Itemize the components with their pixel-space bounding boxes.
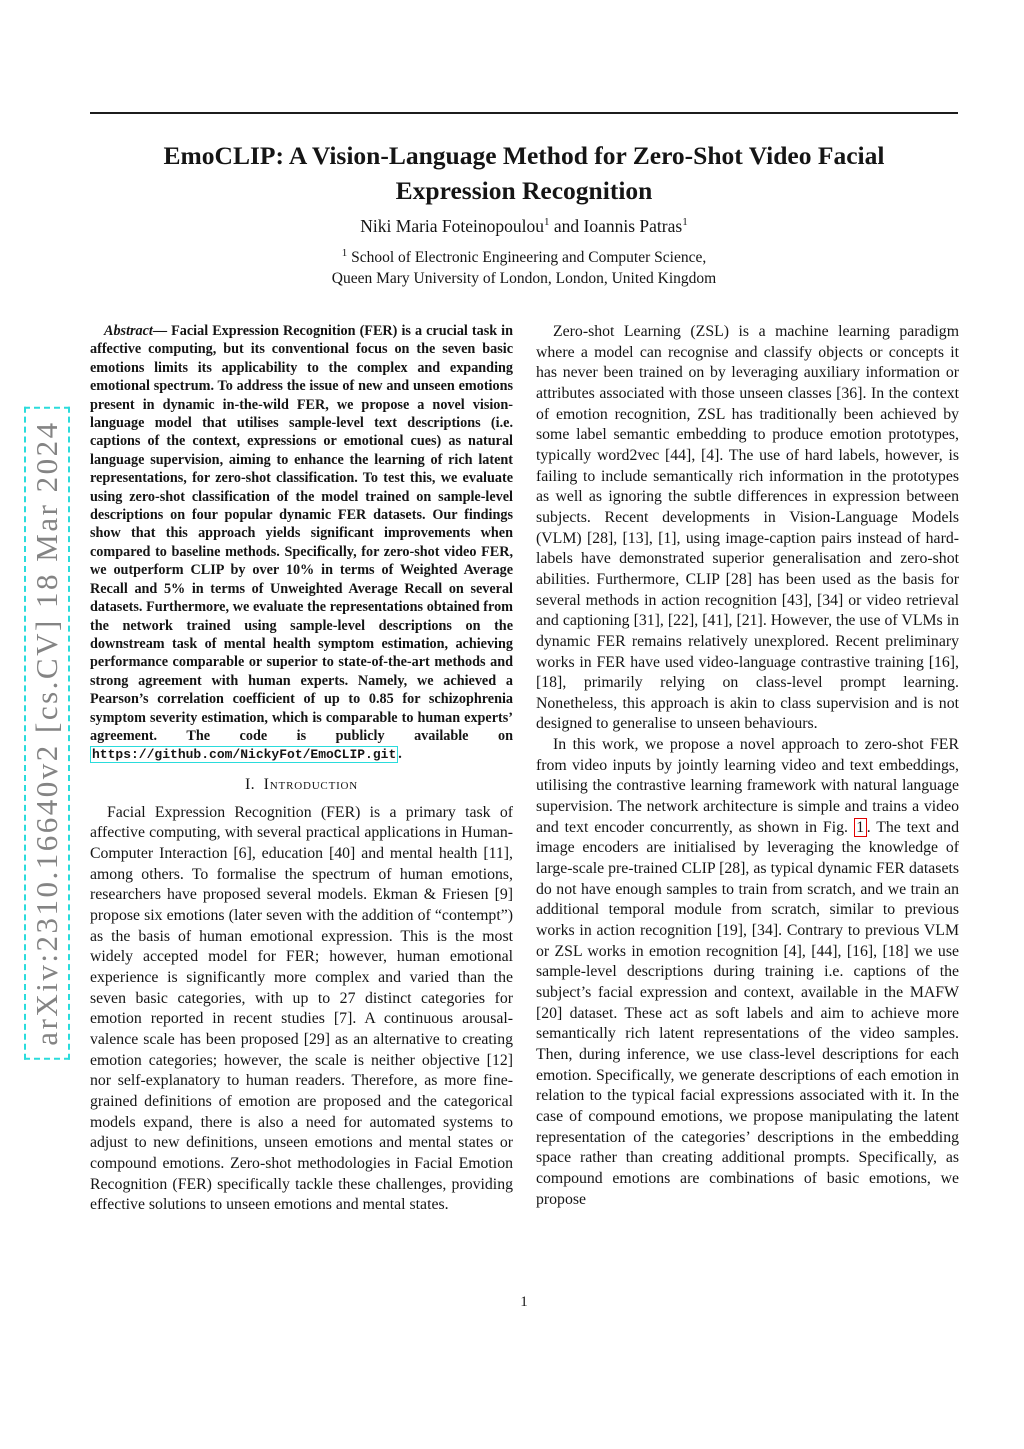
introduction-paragraph-1: Facial Expression Recognition (FER) is a primary task of affective computing, with several practical applications in Human-Computer Interaction [6], education [40] and mental health [11], among others. To formalise the spectrum of human emotions, researchers have proposed several models. Ekman & Friesen [9] propose six emotions (later seven with the addition of “contempt”) as the basis of human emotional expression. This is the most widely accepted model for FER; however, human emotional experience is significantly more complex and varied than the seven basic categories, with up to 27 distinct categories for emotion reported in recent studies [7]. A continuous arousal-valence scale has been proposed [29] as an alternative to creating emotion categories; however, the scale is neither objective [12] nor self-explanatory to human readers. Therefore, as more fine-grained definitions of emotion are proposed and the categorical models expand, there is also a need for automated systems to adjust to new definitions, unseen emotions and mental states or compound emotions. Zero-shot methodologies in Facial Emotion Recognition (FER) specifically tackle these challenges, providing effective solutions to unseen emotions and mental states. xyxy=(90,803,513,1214)
arxiv-watermark-link[interactable]: arXiv:2310.16640v2 [cs.CV] 18 Mar 2024 xyxy=(24,406,70,1059)
abstract-text: Facial Expression Recognition (FER) is a crucial task in affective computing, but its conventional focus on the seven basic emotions limits its applicability to the complex and expanding emotional spectrum. To address the issue of new and unseen emotions present in dynamic in-the-wild FER, we propose a novel vision-language model that utilises sample-level text descriptions (i.e. captions of the context, expressions or emotional cues) as natural language supervision, aiming to enhance the learning of rich latent representations, for zero-shot classification. To test this, we evaluate using zero-shot classification of the model trained on sample-level descriptions on four popular dynamic FER datasets. Our findings show that this approach yields significant improvements when compared to baseline methods. Specifically, for zero-shot video FER, we outperform CLIP by over 10% in terms of Weighted Average Recall and 5% in terms of Unweighted Average Recall on several datasets. Furthermore, we evaluate the representations obtained from the network trained using sample-level descriptions on the downstream task of mental health symptom estimation, achieving performance comparable or superior to state-of-the-art methods and strong agreement with human experts. Namely, we achieved a Pearson’s correlation coefficient of up to 0.85 for schizophrenia symptom severity estimation, which is comparable to human experts’ agreement. The code is publicly available on xyxy=(90,323,514,744)
paper-title-line1: EmoCLIP: A Vision-Language Method for Zero-Shot Video Facial xyxy=(163,141,885,171)
paper-title xyxy=(90,138,958,208)
affiliation-mark: 1 xyxy=(341,247,348,259)
author-affil-mark-1: 1 xyxy=(544,216,550,229)
author-name-1: Niki Maria Foteinopoulou xyxy=(360,216,545,236)
author-affil-mark-2: 1 xyxy=(682,216,688,229)
github-repo-link[interactable]: https://github.com/NickyFot/EmoCLIP.git xyxy=(92,747,397,763)
paper-title-line2: Expression Recognition xyxy=(395,176,653,206)
paragraph-3-text-pre: In this work, we propose a novel approach to zero-shot FER from video inputs by jointly learning video and text embeddings, utilising the contrastive learning framework with natural language supervision. The network architecture is simple and trains a video and text encoder concurrently, as shown in Fig. xyxy=(536,736,959,836)
affiliation-line-2: Queen Mary University of London, London, United Kingdom xyxy=(331,269,717,287)
figure-1-link[interactable]: 1 xyxy=(854,818,867,837)
introduction-paragraph-3 xyxy=(536,735,959,1210)
section-heading-introduction xyxy=(90,776,513,794)
authors-line xyxy=(90,216,958,237)
abstract-text-after-link: . xyxy=(398,746,402,763)
affiliation-line-1 xyxy=(90,243,958,269)
introduction-paragraph-2: Zero-shot Learning (ZSL) is a machine learning paradigm where a model can recognise and classify objects or concepts it has never been trained on by leveraging auxiliary information or attributes associated with those unseen classes [36]. In the context of emotion recognition, ZSL has traditionally been achieved by some label semantic embedding to produce emotion prototypes, typically word2vec [44], [4]. The use of hard labels, however, is failing to include semantically rich information in the prototypes as well as ignoring the subtle differences in expression between subjects. Recent developments in Vision-Language Models (VLM) [28], [13], [1], using image-caption pairs instead of hard-labels have demonstrated superior generalisation and zero-shot abilities. Furthermore, CLIP [28] has been used as the basis for several methods in action recognition [43], [34] or video retrieval and captioning [31], [22], [41], [21]. However, the use of VLMs in dynamic FER remains relatively unexplored. Recent preliminary works in FER have used video-language contrastive training [16], [18], primarily relying on class-level prompt learning. Nonetheless, this approach is akin to class supervision and is not designed to generalise to unseen behaviours. xyxy=(536,323,959,733)
abstract-paragraph xyxy=(90,322,513,765)
header-rule xyxy=(90,112,958,114)
right-column xyxy=(536,322,959,1210)
section-number: I. xyxy=(244,775,255,793)
section-title: Introduction xyxy=(263,775,359,793)
paragraph-3-text-post: . The text and image encoders are initialised by leveraging the knowledge of large-scale pre-trained CLIP [28], as typical dynamic FER datasets do not have enough samples to train from scratch, and we train an additional temporal module from scratch, similar to previous works in action recognition [19], [34]. Contrary to previous VLM or ZSL works in emotion recognition [4], [44], [16], [18] we use sample-level descriptions during training i.e. captions of the subject’s facial expression and context, available in the MAFW [20] dataset. These act as soft labels and aim to achieve more semantically rich latent representations of the video samples. Then, during inference, we use class-level descriptions for each emotion. Specifically, we generate descriptions of each emotion in relation to the typical facial expressions associated with it. In the case of compound emotions, we propose manipulating the latent representation of the categories’ descriptions in the embedding space rather than creating additional prompts. Specifically, as compound emotions are combinations of basic emotions, we propose xyxy=(536,818,959,1208)
left-column xyxy=(90,322,513,1216)
abstract-label: Abstract xyxy=(104,323,153,339)
two-column-body xyxy=(90,322,959,1216)
affiliation-department: School of Electronic Engineering and Computer Science, xyxy=(347,249,707,267)
page-number: 1 xyxy=(520,1294,528,1310)
author-name-2: and Ioannis Patras xyxy=(549,216,683,236)
abstract-dash: — xyxy=(152,323,172,339)
affiliation-block xyxy=(90,243,958,289)
